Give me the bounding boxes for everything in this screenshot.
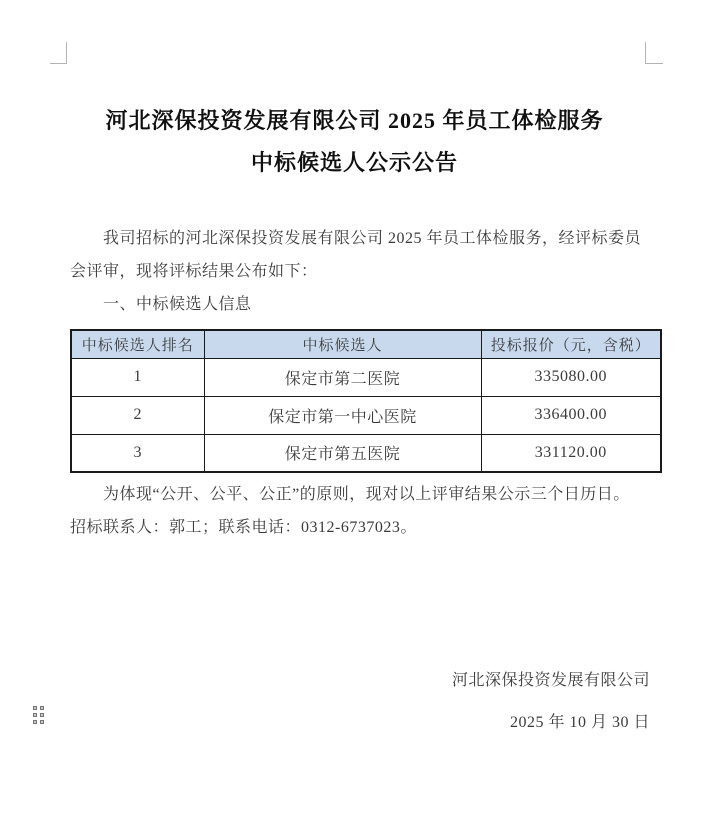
- table-header-row: [71, 330, 661, 358]
- cell-candidate: 保定市第二医院: [204, 358, 481, 396]
- notice-line-1: 为体现“公开、公平、公正”的原则，现对以上评审结果公示三个日历日。: [103, 486, 630, 503]
- intro-line-2: 会评审，现将评标结果公布如下：: [70, 263, 318, 280]
- page-title: [0, 100, 709, 184]
- notice-paragraph: [70, 478, 654, 544]
- intro-line-1: 我司招标的河北深保投资发展有限公司 2025 年员工体检服务，经评标委员: [103, 230, 642, 247]
- signature-date: 2025 年 10 月 30 日: [509, 714, 650, 731]
- cell-rank: 1: [71, 358, 204, 396]
- signature-block: [452, 660, 650, 744]
- title-line-2: 中标候选人公示公告: [250, 150, 458, 175]
- margin-mark-top-right-vertical-icon: [645, 42, 646, 64]
- notice-line-2: 招标联系人：郭工；联系电话：0312-6737023。: [70, 519, 417, 536]
- margin-mark-top-left-vertical-icon: [66, 42, 67, 64]
- cell-candidate: 保定市第一中心医院: [204, 396, 481, 434]
- signature-company: 河北深保投资发展有限公司: [451, 672, 650, 689]
- drag-handle-icon[interactable]: [33, 706, 44, 724]
- cell-rank: 2: [71, 396, 204, 434]
- header-price: 投标报价（元，含税）: [481, 330, 661, 358]
- cell-price: 336400.00: [481, 396, 661, 434]
- table-row: [71, 396, 661, 434]
- cell-price: 335080.00: [481, 358, 661, 396]
- table-row: [71, 358, 661, 396]
- header-candidate: 中标候选人: [204, 330, 481, 358]
- margin-mark-top-right-horizontal-icon: [645, 63, 663, 64]
- intro-paragraph: [70, 222, 654, 321]
- cell-candidate: 保定市第五医院: [204, 434, 481, 472]
- bid-candidates-table: [70, 329, 662, 473]
- cell-price: 331120.00: [481, 434, 661, 472]
- header-rank: 中标候选人排名: [71, 330, 204, 358]
- cell-rank: 3: [71, 434, 204, 472]
- title-line-1: 河北深保投资发展有限公司 2025 年员工体检服务: [105, 108, 604, 133]
- margin-mark-top-left-horizontal-icon: [50, 63, 67, 64]
- section-heading: 一、中标候选人信息: [103, 296, 252, 313]
- table-row: [71, 434, 661, 472]
